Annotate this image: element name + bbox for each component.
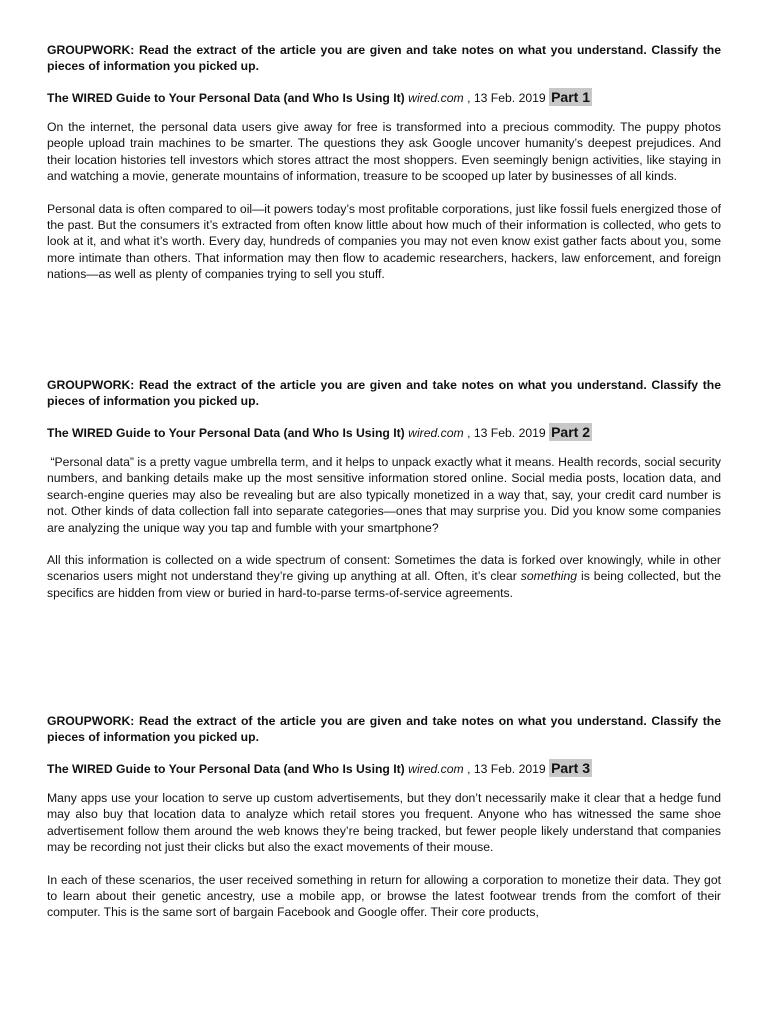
groupwork-instruction: GROUPWORK: Read the extract of the article you are given and take notes on what you understand. Classify the pieces of information you picked up. [47, 714, 721, 744]
part-badge: Part 1 [551, 89, 590, 105]
groupwork-instruction: GROUPWORK: Read the extract of the article you are given and take notes on what you understand. Classify the pieces of information you picked up. [47, 378, 721, 408]
paragraph: Many apps use your location to serve up custom advertisements, but they don’t necessarily make it clear that a hedge fund may also buy that location data to analyze which retail stores you frequent. Anyone who has witnessed the same shoe advertisement follow them around the web knows they’re being tracked, but fewer people likely understand that companies may be recording not just their clicks but also the exact movements of their mouse. [47, 791, 721, 855]
article-title: The WIRED Guide to Your Personal Data (and Who Is Using It) [47, 762, 405, 776]
paragraph: On the internet, the personal data users give away for free is transformed into a precious commodity. The puppy photos people upload train machines to be smarter. The questions they ask Google uncover humanity’s deepest prejudices. And their location histories tell investors which stores attract the most shoppers. Even seemingly benign activities, like staying in and watching a movie, generate mountains of information, treasure to be scooped up later by businesses of all kinds. [47, 120, 721, 184]
article-source: wired.com [408, 91, 464, 105]
article-title: The WIRED Guide to Your Personal Data (and Who Is Using It) [47, 91, 405, 105]
article-source: wired.com [408, 426, 464, 440]
paragraph-text: All this information is collected on a wide spectrum of consent: Sometimes the data is forked over knowingly, while in other scenarios users might not understand they’re giving up anything at all. Often, it’s clear [47, 553, 721, 584]
article-source: wired.com [408, 762, 464, 776]
paragraph: In each of these scenarios, the user received something in return for allowing a corporation to monetize their data. They got to learn about their genetic ancestry, use a mobile app, or browse the latest footwear trends from the comfort of their computer. This is the same sort of bargain Facebook and Google offer. Their core products, [47, 872, 721, 920]
article-citation [47, 423, 721, 442]
paragraph [47, 552, 721, 601]
section-part-2 [47, 377, 725, 617]
paragraph: “Personal data” is a pretty vague umbrella term, and it helps to unpack exactly what it means. Health records, social security numbers, and banking details make up the most sensitive information stored online. Social media posts, location data, and search-engine queries may also be revealing but are also typically monetized in a way that, say, your credit card number is not. Other kinds of data collection fall into separate categories—ones that may surprise you. Did you know some companies are analyzing the unique way you tap and fumble with your smartphone? [47, 455, 725, 535]
part-badge: Part 2 [551, 424, 590, 440]
part-badge: Part 3 [551, 760, 590, 776]
paragraph-text: is being collected, but the specifics are hidden from view or buried in hard-to-parse terms-of-service agreements. [47, 569, 721, 600]
article-title: The WIRED Guide to Your Personal Data (and Who Is Using It) [47, 426, 405, 440]
section-part-3 [47, 713, 721, 937]
article-citation [47, 759, 721, 778]
article-date: , 13 Feb. 2019 [467, 426, 546, 440]
emphasis-text: something [520, 569, 577, 584]
section-part-1 [47, 42, 721, 299]
article-date: , 13 Feb. 2019 [467, 762, 546, 776]
groupwork-instruction: GROUPWORK: Read the extract of the article you are given and take notes on what you understand. Classify the pieces of information you picked up. [47, 43, 721, 73]
article-date: , 13 Feb. 2019 [467, 91, 546, 105]
paragraph: Personal data is often compared to oil—it powers today’s most profitable corporations, just like fossil fuels energized those of the past. But the consumers it’s extracted from often know little about how much of their information is collected, who gets to look at it, and what it’s worth. Every day, hundreds of companies you may not even know exist gather facts about you, some more intimate than others. That information may then flow to academic researchers, hackers, law enforcement, and foreign nations—as well as plenty of companies trying to sell you stuff. [47, 201, 721, 282]
article-citation [47, 88, 721, 107]
